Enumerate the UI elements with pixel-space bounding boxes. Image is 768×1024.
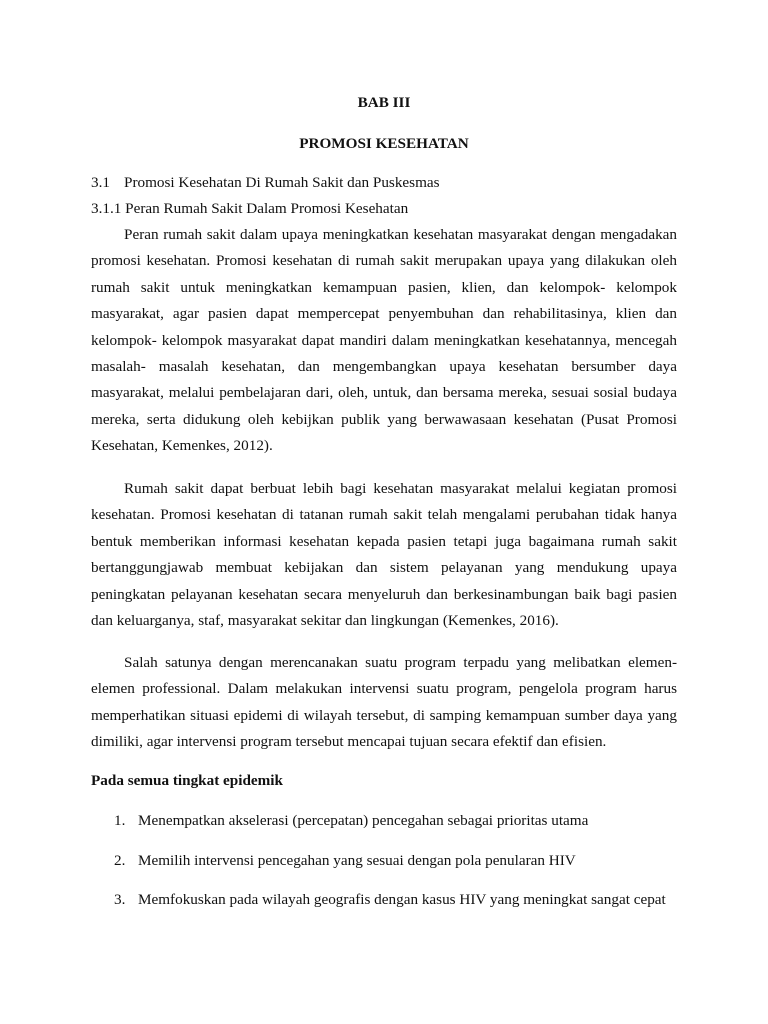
list-item-text: Memilih intervensi pencegahan yang sesuai dengan pola penularan HIV (138, 852, 576, 869)
paragraph-3: Salah satunya dengan merencanakan suatu program terpadu yang melibatkan elemen-elemen professional. Dalam melakukan intervensi suatu program, pengelola program harus memperhatikan situasi epidemi di wilayah tersebut, di samping kemampuan sumber daya yang dimiliki, agar intervensi program tersebut mencapai tujuan secara efektif dan efisien. (91, 654, 677, 751)
section-number: 3.1 (91, 174, 110, 191)
list-item-text: Memfokuskan pada wilayah geografis dengan kasus HIV yang meningkat sangat cepat (138, 891, 666, 908)
section-title: Promosi Kesehatan Di Rumah Sakit dan Puskesmas (124, 174, 440, 191)
list-item-number: 2. (114, 852, 126, 869)
epidemic-heading: Pada semua tingkat epidemik (91, 772, 283, 789)
paragraph-1: Peran rumah sakit dalam upaya meningkatkan kesehatan masyarakat dengan mengadakan promosi kesehatan. Promosi kesehatan di rumah sakit merupakan upaya yang dilakukan oleh rumah sakit untuk meningkatkan kemampuan pasien, klien, dan kelompok- kelompok masyarakat, agar pasien dapat mempercepat penyembuhan dan rehabilitasinya, klien dan kelompok- kelompok masyarakat dapat mandiri dalam meningkatkan kesehatannya, mencegah masalah- masalah kesehatan, dan mengembangkan upaya kesehatan bersumber daya masyarakat, melalui pembelajaran dari, oleh, untuk, dan bersama mereka, sesuai sosial budaya mereka, serta didukung oleh kebijkan publik yang berwawasaan kesehatan (Pusat Promosi Kesehatan, Kemenkes, 2012). (91, 226, 677, 455)
section-heading (91, 174, 440, 192)
subsection-heading: 3.1.1 Peran Rumah Sakit Dalam Promosi Kesehatan (91, 200, 409, 217)
chapter-title: PROMOSI KESEHATAN (299, 135, 469, 152)
list-item (114, 852, 576, 870)
paragraph-2: Rumah sakit dapat berbuat lebih bagi kesehatan masyarakat melalui kegiatan promosi kesehatan. Promosi kesehatan di tatanan rumah sakit telah mengalami perubahan tidak hanya bentuk memberikan informasi kesehatan kepada pasien tetapi juga bagaimana rumah sakit bertanggungjawab membuat kebijakan dan sistem pelayanan yang mendukung upaya peningkatan pelayanan kesehatan secara menyeluruh dan berkesinambungan baik bagi pasien dan keluarganya, staf, masyarakat sekitar dan lingkungan (Kemenkes, 2016). (91, 480, 677, 630)
list-item-number: 1. (114, 812, 126, 829)
list-item-number: 3. (114, 891, 126, 908)
list-item-text: Menempatkan akselerasi (percepatan) pencegahan sebagai prioritas utama (138, 812, 589, 829)
chapter-heading: BAB III (357, 94, 411, 111)
list-item (114, 891, 666, 909)
list-item (114, 812, 588, 830)
